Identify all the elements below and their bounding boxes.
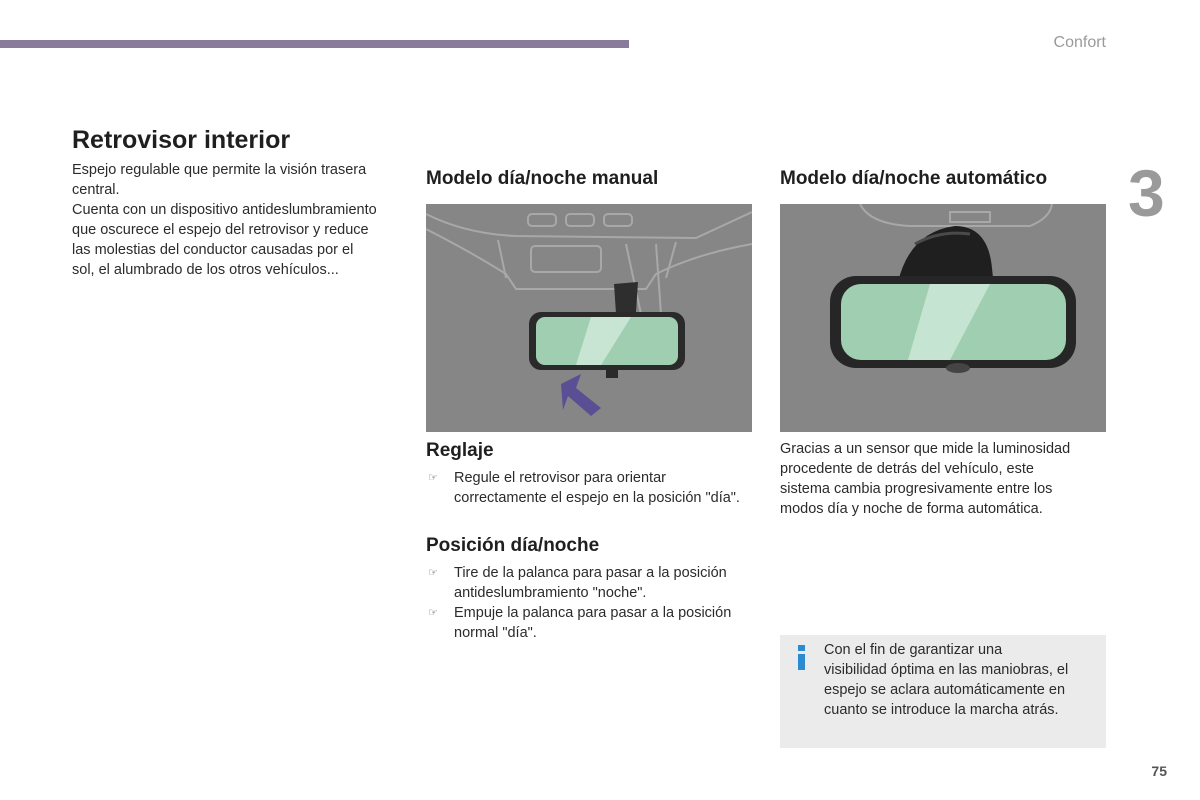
list-item-line: normal "día". xyxy=(454,625,537,641)
list-item xyxy=(426,603,756,643)
manual-mirror-illustration xyxy=(426,204,752,432)
list-item-line: correctamente el espejo en la posición "día". xyxy=(454,490,740,506)
chapter-number: 3 xyxy=(1128,156,1165,230)
info-line: visibilidad óptima en las maniobras, el xyxy=(824,662,1069,678)
info-note-box xyxy=(780,635,1106,748)
pointing-hand-icon: ☞ xyxy=(428,567,438,579)
info-icon xyxy=(795,645,809,669)
page-title: Retrovisor interior xyxy=(72,126,291,154)
automatic-model-heading: Modelo día/noche automático xyxy=(780,168,1048,189)
posicion-heading: Posición día/noche xyxy=(426,535,600,556)
list-item-line: Regule el retrovisor para orientar xyxy=(454,470,666,486)
reglaje-list xyxy=(426,468,756,508)
pointing-hand-icon: ☞ xyxy=(428,607,438,619)
reglaje-heading: Reglaje xyxy=(426,440,494,461)
intro-paragraph xyxy=(72,160,402,280)
list-item xyxy=(426,563,756,603)
section-title: Confort xyxy=(1053,34,1106,51)
pointing-hand-icon: ☞ xyxy=(428,472,438,484)
page-number: 75 xyxy=(1151,763,1167,779)
description-line: Gracias a un sensor que mide la luminosidad xyxy=(780,441,1071,457)
automatic-mirror-illustration xyxy=(780,204,1106,432)
list-item-line: antideslumbramiento "noche". xyxy=(454,585,647,601)
description-line: modos día y noche de forma automática. xyxy=(780,501,1043,517)
description-line: procedente de detrás del vehículo, este xyxy=(780,461,1034,477)
info-line: cuanto se introduce la marcha atrás. xyxy=(824,702,1059,718)
automatic-description xyxy=(780,439,1110,519)
info-note-text xyxy=(824,640,1068,720)
description-line: sistema cambia progresivamente entre los xyxy=(780,481,1053,497)
intro-line: que oscurece el espejo del retrovisor y reduce xyxy=(72,222,369,238)
info-line: espejo se aclara automáticamente en xyxy=(824,682,1066,698)
intro-line: las molestias del conductor causadas por el xyxy=(72,242,354,258)
list-item-line: Tire de la palanca para pasar a la posición xyxy=(454,565,727,581)
manual-model-heading: Modelo día/noche manual xyxy=(426,168,659,189)
intro-line: Espejo regulable que permite la visión trasera xyxy=(72,162,367,178)
list-item xyxy=(426,468,756,508)
intro-line: sol, el alumbrado de los otros vehículos... xyxy=(72,262,339,278)
list-item-line: Empuje la palanca para pasar a la posición xyxy=(454,605,732,621)
intro-line: Cuenta con un dispositivo antideslumbramiento xyxy=(72,202,377,218)
intro-line: central. xyxy=(72,182,120,198)
posicion-list xyxy=(426,563,756,643)
header-accent-bar xyxy=(0,40,629,48)
info-line: Con el fin de garantizar una xyxy=(824,642,1003,658)
